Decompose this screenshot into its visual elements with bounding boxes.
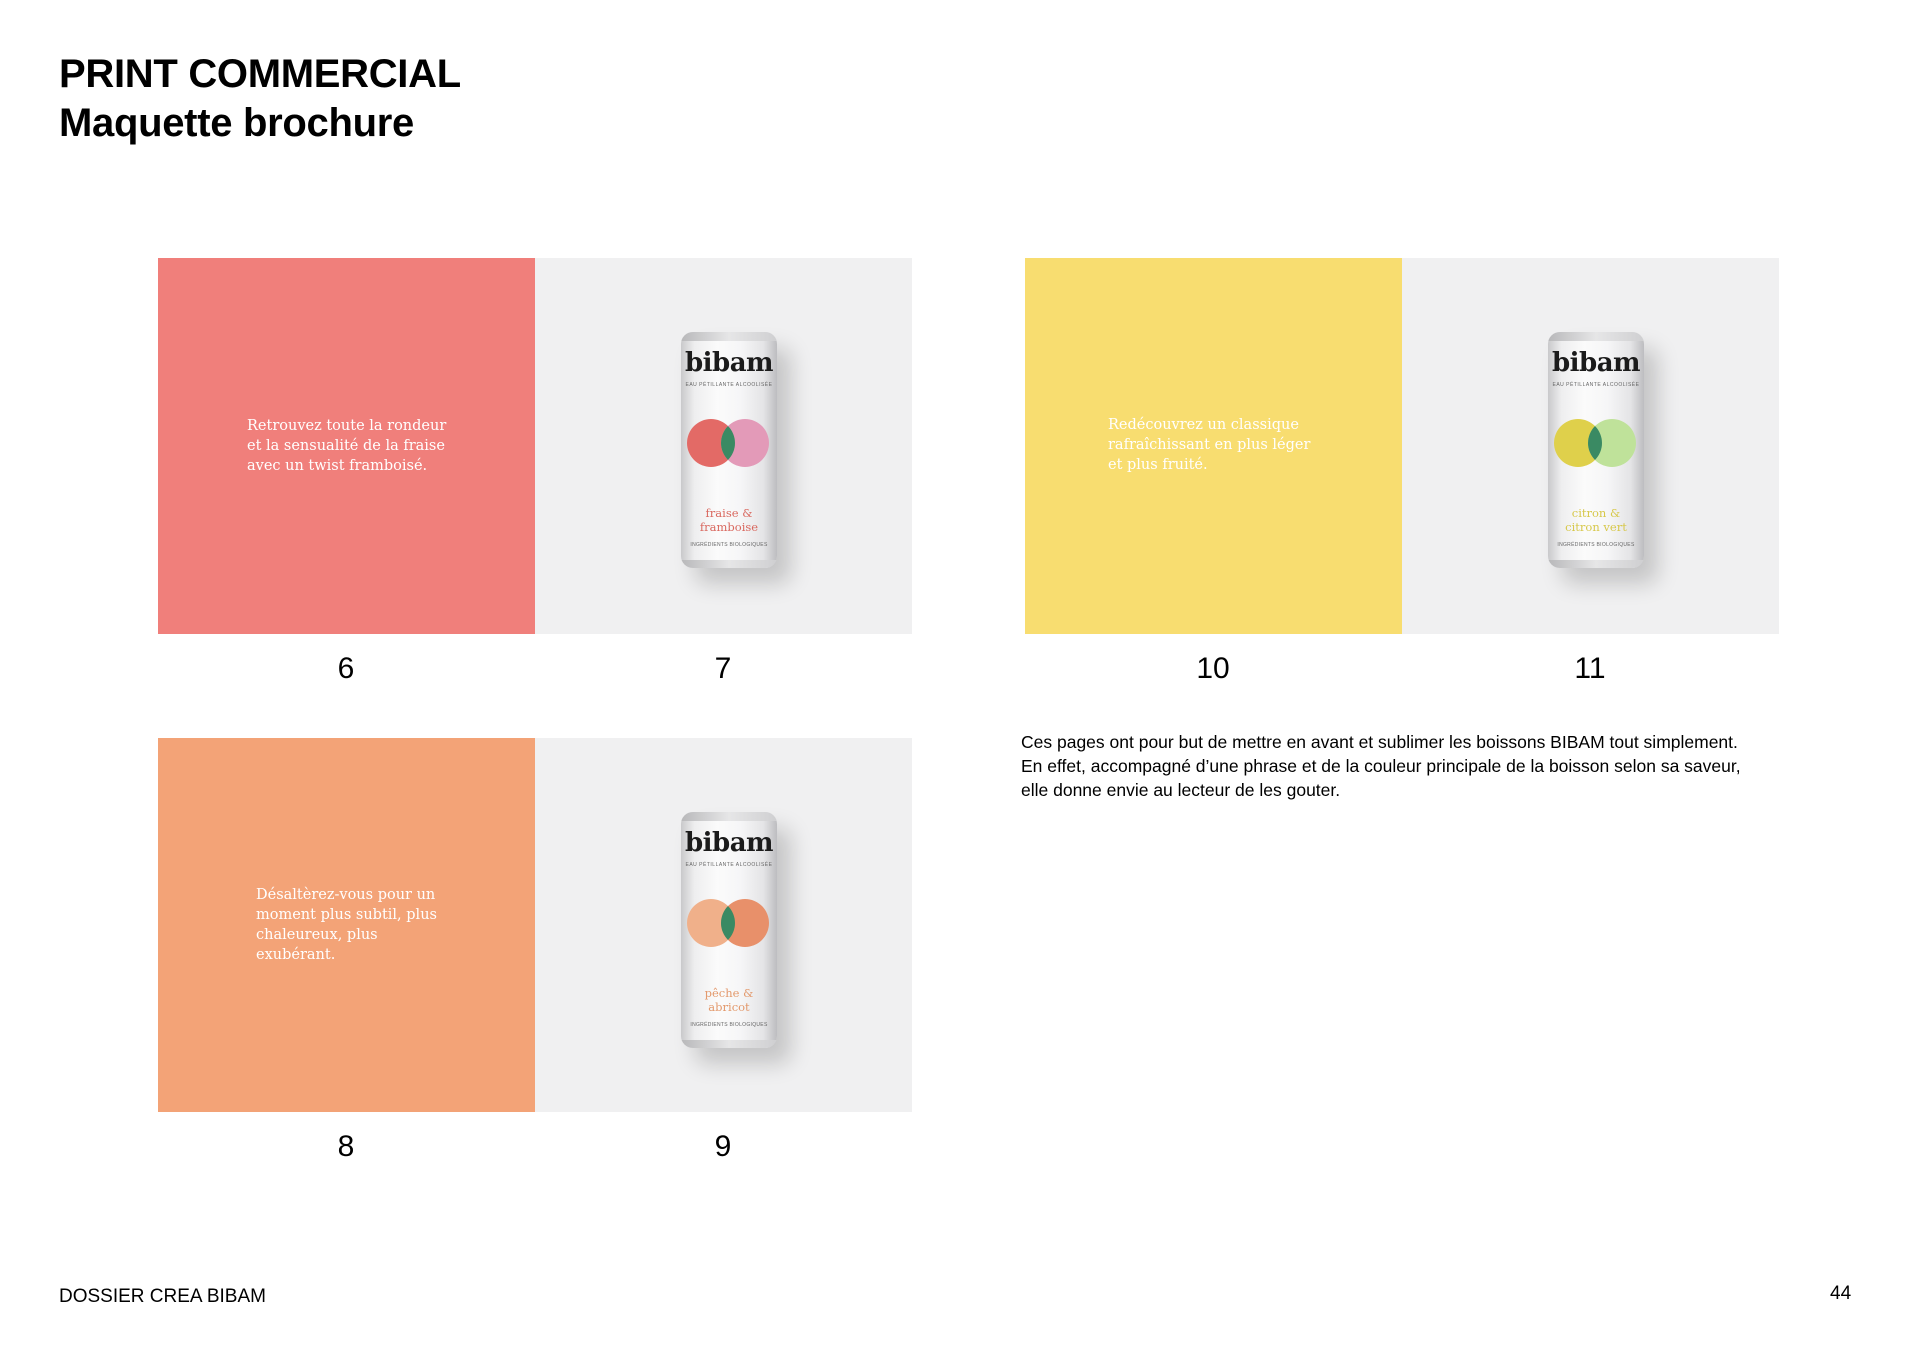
can-subline: EAU PÉTILLANTE ALCOOLISÉE: [685, 382, 773, 388]
flavor-circle-overlap: [1588, 419, 1636, 467]
page-title: PRINT COMMERCIAL: [59, 52, 461, 96]
can-rim-top: [681, 332, 777, 341]
can-rim-top: [1548, 332, 1644, 341]
can-subline: EAU PÉTILLANTE ALCOOLISÉE: [685, 862, 773, 868]
flavor-circle-overlap: [721, 419, 769, 467]
spread-fraise-framboise: [158, 258, 912, 634]
can-rim-bottom: [681, 1040, 777, 1048]
color-page: [158, 258, 535, 634]
can-image: [681, 332, 777, 568]
description: Ces pages ont pour but de mettre en avant et sublimer les boissons BIBAM tout simplement. En effet, accompagné d’une phrase et de la couleur principale de la boisson selon sa saveur, elle donne envie au lecteur de les gouter.: [1021, 732, 1741, 800]
color-page: [158, 738, 535, 1112]
tagline: Redécouvrez un classique rafraîchissant en plus léger et plus fruité.: [1108, 417, 1311, 473]
can-subline: EAU PÉTILLANTE ALCOOLISÉE: [1552, 382, 1640, 388]
can-rim-bottom: [1548, 560, 1644, 568]
can-flavor: pêche & abricot: [704, 986, 754, 1014]
page-number: 10: [1196, 652, 1230, 685]
can-flavor: citron & citron vert: [1565, 506, 1627, 534]
page-number: 9: [714, 1130, 732, 1163]
page-number: 7: [714, 652, 732, 685]
can-ingredients: INGRÉDIENTS BIOLOGIQUES: [690, 1022, 768, 1028]
color-page: [1025, 258, 1402, 634]
can-ingredients: INGRÉDIENTS BIOLOGIQUES: [1557, 542, 1635, 548]
product-page: [535, 258, 912, 634]
page-number: 6: [337, 652, 355, 685]
spread-peche-abricot: [158, 738, 912, 1112]
page-number: 8: [337, 1130, 355, 1163]
flavor-circle-overlap: [721, 899, 769, 947]
page-subtitle: Maquette brochure: [59, 101, 414, 145]
can-rim-top: [681, 812, 777, 821]
can-rim-bottom: [681, 560, 777, 568]
can-flavor: fraise & framboise: [699, 506, 759, 534]
page-number: 11: [1574, 652, 1606, 685]
can-image: [1548, 332, 1644, 568]
spread-citron-citron-vert: [1025, 258, 1779, 634]
can-brand: bibam: [1551, 348, 1641, 378]
can-brand: bibam: [684, 348, 774, 378]
can-ingredients: INGRÉDIENTS BIOLOGIQUES: [690, 542, 768, 548]
footer-page-number: 44: [1830, 1283, 1852, 1304]
can-brand: bibam: [684, 828, 774, 858]
title-block: [59, 50, 461, 148]
tagline: Désaltèrez-vous pour un moment plus subtil, plus chaleureux, plus exubérant.: [256, 887, 437, 963]
can-image: [681, 812, 777, 1048]
product-page: [1402, 258, 1779, 634]
product-page: [535, 738, 912, 1112]
tagline: Retrouvez toute la rondeur et la sensualité de la fraise avec un twist framboisé.: [247, 418, 447, 474]
footer-title: DOSSIER CREA BIBAM: [59, 1286, 266, 1307]
